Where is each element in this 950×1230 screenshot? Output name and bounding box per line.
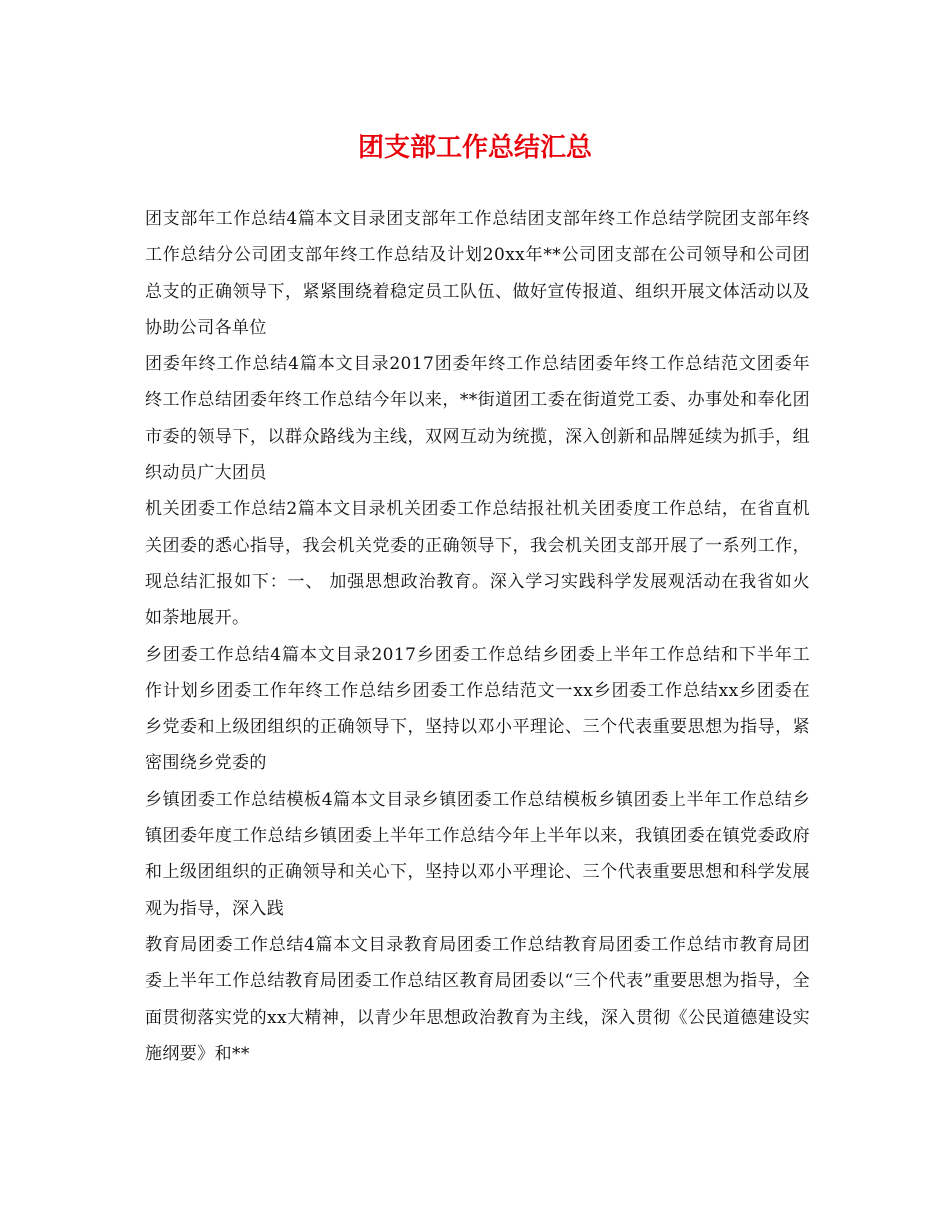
paragraph-6: 教育局团委工作总结4篇本文目录教育局团委工作总结教育局团委工作总结市教育局团委上半年工作总结教育局团委工作总结区教育局团委以“三个代表”重要思想为指导，全面贯彻落实党的xx大精神，以青少年思想政治教育为主线，深入贯彻《公民道德建设实施纲要》和**	[145, 934, 810, 1064]
paragraph-1: 团支部年工作总结4篇本文目录团支部年工作总结团支部年终工作总结学院团支部年终工作总结分公司团支部年终工作总结及计划20xx年**公司团支部在公司领导和公司团总支的正确领导下，紧紧围绕着稳定员工队伍、做好宣传报道、组织开展文体活动以及协助公司各单位	[145, 209, 810, 338]
paragraph-5: 乡镇团委工作总结模板4篇本文目录乡镇团委工作总结模板乡镇团委上半年工作总结乡镇团委年度工作总结乡镇团委上半年工作总结今年上半年以来，我镇团委在镇党委政府和上级团组织的正确领导和关心下，坚持以邓小平理论、三个代表重要思想和科学发展观为指导，深入践	[145, 789, 810, 919]
paragraph-4: 乡团委工作总结4篇本文目录2017乡团委工作总结乡团委上半年工作总结和下半年工作计划乡团委工作年终工作总结乡团委工作总结范文一xx乡团委工作总结xx乡团委在乡党委和上级团组织的正确领导下，坚持以邓小平理论、三个代表重要思想为指导，紧密围绕乡党委的	[145, 644, 810, 774]
paragraph-2: 团委年终工作总结4篇本文目录2017团委年终工作总结团委年终工作总结范文团委年终工作总结团委年终工作总结今年以来，**街道团工委在街道党工委、办事处和奉化团市委的领导下，以群众路线为主线，双网互动为统揽，深入创新和品牌延续为抓手，组织动员广大团员	[145, 354, 810, 484]
paragraph-3: 机关团委工作总结2篇本文目录机关团委工作总结报社机关团委度工作总结，在省直机关团委的悉心指导，我会机关党委的正确领导下，我会机关团支部开展了一系列工作，现总结汇报如下：一、 加强思想政治教育。深入学习实践科学发展观活动在我省如火如荼地展开。	[145, 499, 810, 629]
document-body	[145, 201, 810, 1072]
document-title: 团支部工作总结汇总	[357, 133, 592, 163]
